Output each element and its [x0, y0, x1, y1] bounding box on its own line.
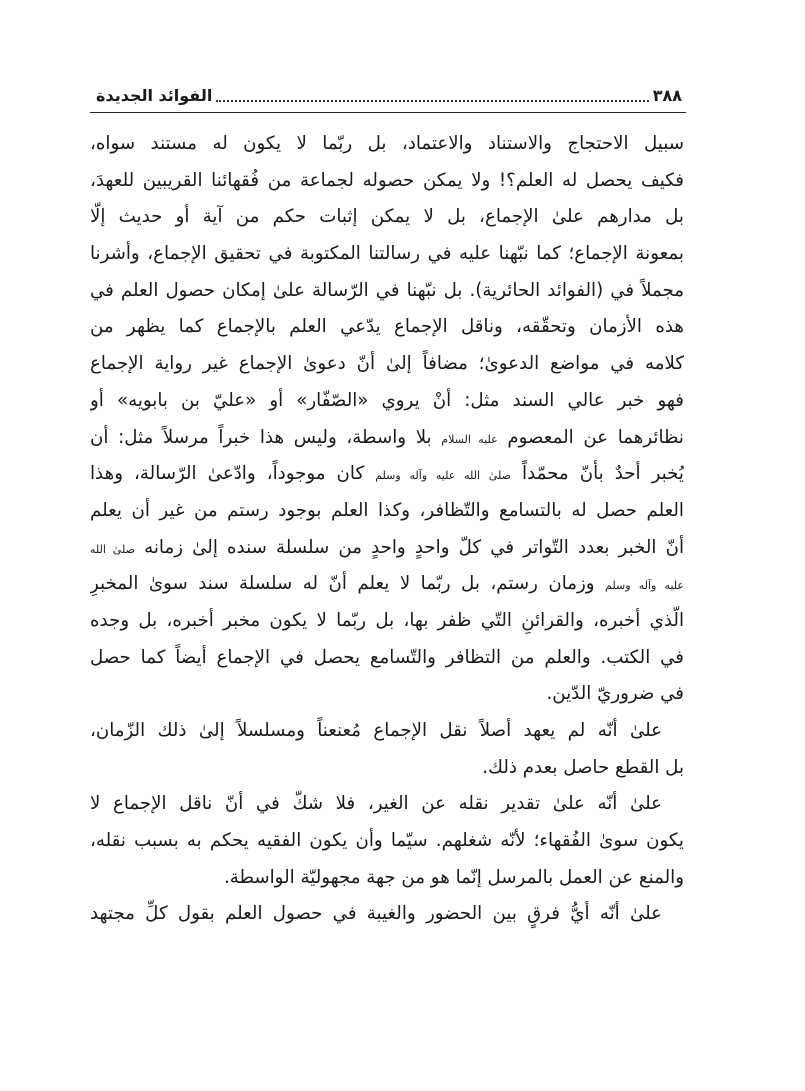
- text-line: سبيل الاحتجاج والاستناد والاعتماد، بل ربّما لا يكون له مستند سواه،: [90, 133, 684, 154]
- text-fragment: بلا واسطة، وليس هذا خبراً مرسلاً مثل: أن: [90, 426, 432, 448]
- header-rule: [90, 112, 686, 113]
- text-line: يكون سوىٰ الفُقهاء؛ لأنّه شغلهم. سيّما وأن يكون الفقيه يحكم به بسبب نقله،: [90, 830, 684, 852]
- text-fragment: يُخبر أحدٌ بأنّ محمّداً: [522, 463, 684, 485]
- text-line: العلم حصل له بالتسامع والتّظافر، وكذا العلم بوجود رستم من غير أن يعلم: [90, 499, 684, 521]
- text-line: كلامه في مواضع الدعوىٰ؛ مضافاً إلىٰ أنّ دعوىٰ الإجماع غير رواية الإجماع: [90, 353, 684, 375]
- text-line: فكيف يحصل له العلم؟! ولا يمكن حصوله لجماعة من فُقهائنا القريبين للعهدَ،: [90, 169, 684, 191]
- text-fragment: وزمان رستم، بل ربّما لا يعلم أنّ له سلسلة سند سوىٰ المخبرِ: [90, 573, 595, 595]
- text-fragment: كان موجوداً، وادّعىٰ الرّسالة، وهذا: [90, 463, 365, 485]
- text-line: فهو خبر عالي السند مثل: أنْ يروي «الصّفّار» أو «عليّ بن بابويه» أو: [90, 389, 684, 411]
- text-line: في ضروريّ الدّين.: [546, 683, 684, 705]
- text-line: بمعونة الإجماع؛ كما نبّهنا عليه في رسالتنا المكتوبة في تحقيق الإجماع، وأشرنا: [90, 243, 684, 265]
- text-fragment: نظائرهما عن المعصوم: [507, 426, 684, 448]
- text-line: علىٰ أنّه لم يعهد أصلاً نقل الإجماع مُعنعناً ومسلسلاً إلىٰ ذلك الزّمان،: [90, 720, 662, 741]
- leader-dots: [216, 99, 648, 102]
- text-fragment: أنّ الخبر بعدد التّواتر في كلّ واحدٍ واحدٍ من سلسلة سنده إلىٰ زمانه: [144, 536, 684, 558]
- text-line: علىٰ أنّه علىٰ تقدير نقله عن الغير، فلا شكّ في أنّ ناقل الإجماع لا: [90, 793, 662, 815]
- body-text: [90, 126, 684, 933]
- text-line: مجملاً في (الفوائد الحائرية). بل نبّهنا في الرّسالة علىٰ إمكان حصول العلم في: [90, 279, 684, 301]
- text-line: علىٰ أنّه أيُّ فرقٍ بين الحضور والغيبة في حصول العلم بقول كلِّ مجتهد: [90, 903, 662, 925]
- text-line: بل القطع حاصل بعدم ذلك.: [482, 756, 684, 778]
- text-line: هذه الأزمان وتحقّقه، وناقل الإجماع يدّعي العلم بالإجماع كما يظهر من: [90, 316, 684, 338]
- honorific-alayhi-wa-alih: عليه وآله وسلم: [605, 579, 684, 593]
- honorific-alayhi-salam: عليه السلام: [441, 432, 498, 446]
- honorific-salla-allah: صلىٰ الله عليه وآله وسلم: [375, 469, 511, 483]
- text-line: الّذي أخبره، والقرائنِ التّي ظفر بها، بل ربّما لا يكون مخبر أخبره، بل وجده: [90, 609, 684, 631]
- honorific-salla-allah-start: صلىٰ الله: [90, 542, 135, 556]
- text-line: في الكتب. والعلم من التظافر والتّسامع يحصل في الإجماع أيضاً كما حصل: [90, 646, 684, 668]
- text-line: بل مدارهم علىٰ الإجماع، بل لا يمكن إثبات حكم من آية أو حديث إلّا: [90, 206, 684, 228]
- book-title: الفوائد الجديدة: [96, 86, 213, 105]
- page-number: ٣٨٨: [652, 86, 682, 105]
- text-line: [90, 456, 684, 493]
- text-line: والمنع عن العمل بالمرسل إنّما هو من جهة مجهوليّة الواسطة.: [223, 866, 684, 888]
- running-header: [96, 80, 682, 108]
- text-line: [90, 420, 684, 457]
- text-line: [90, 530, 684, 567]
- text-line: [90, 566, 684, 603]
